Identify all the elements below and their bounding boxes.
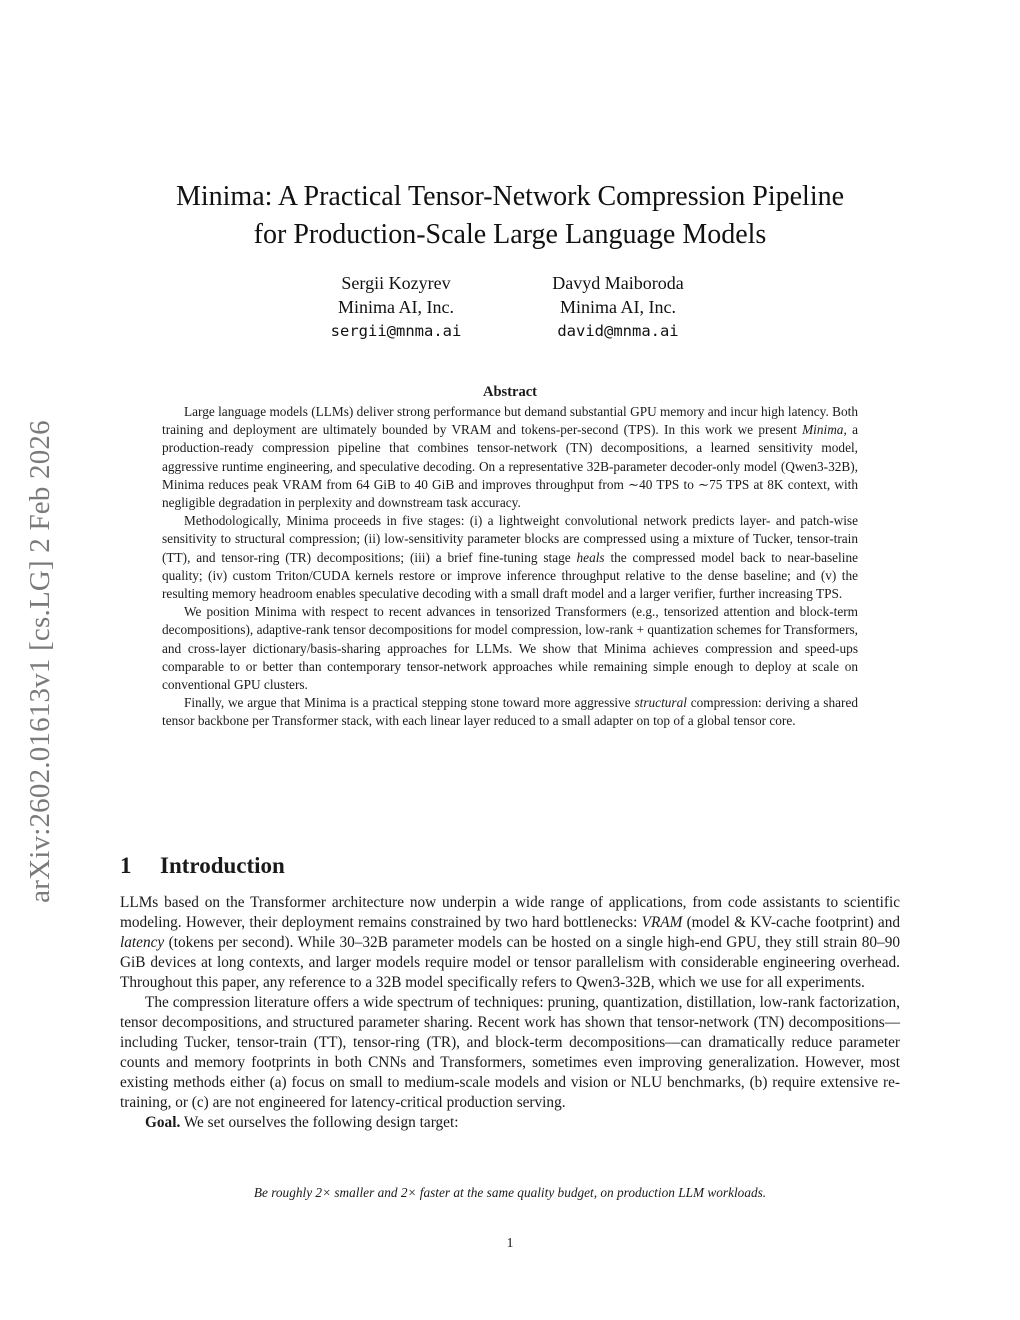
section-number: 1 bbox=[120, 853, 132, 878]
abstract-emphasis: structural bbox=[634, 695, 687, 711]
author-name: Davyd Maiboroda bbox=[552, 273, 684, 293]
author-affiliation: Minima AI, Inc. bbox=[338, 297, 454, 317]
abstract-paragraph-2 bbox=[162, 512, 858, 603]
arxiv-identifier bbox=[23, 378, 57, 944]
abstract-text: compression: deriving a shared tensor backbone per Transformer stack, with each linear layer reduced to a small adapter on top of a global tensor core. bbox=[162, 695, 858, 729]
body-emphasis: VRAM bbox=[641, 914, 683, 931]
author-name: Sergii Kozyrev bbox=[341, 273, 451, 293]
arxiv-identifier-text: arXiv:2602.01613v1 [cs.LG] 2 Feb 2026 bbox=[23, 419, 56, 903]
section-heading-introduction bbox=[120, 851, 620, 881]
abstract-emphasis: Minima bbox=[802, 422, 844, 438]
body-text: (tokens per second). While 30–32B parameter models can be hosted on a single high-end GPU, they still strain 80–90 GiB devices at long contexts, and larger models require model or tensor parallelism with considerable engineering overhead. Throughout this paper, any reference to a 32B model specifically refers to Qwen3-32B, which we use for all experiments. bbox=[120, 934, 900, 991]
body-text: LLMs based on the Transformer architecture now underpin a wide range of applications, from code assistants to scientific modeling. However, their deployment remains constrained by two hard bottlenecks: bbox=[120, 894, 900, 931]
abstract-text: the compressed model back to near-baseline quality; (iv) custom Triton/CUDA kernels restore or improve inference throughput relative to the dense baseline; and (v) the resulting memory headroom enables speculative decoding with a small draft model and a larger verifier, further increasing TPS. bbox=[162, 549, 858, 602]
abstract-paragraph-1 bbox=[162, 403, 858, 512]
abstract-emphasis: heals bbox=[576, 549, 605, 565]
paper-title bbox=[130, 178, 890, 254]
author-affiliation: Minima AI, Inc. bbox=[560, 297, 676, 317]
goal-text: We set ourselves the following design target: bbox=[180, 1114, 459, 1131]
abstract-body bbox=[162, 403, 858, 731]
author-email[interactable]: david@mnma.ai bbox=[557, 322, 679, 340]
abstract-text: Large language models (LLMs) deliver strong performance but demand substantial GPU memory and incur high latency. Both training and deployment are ultimately bounded by VRAM and tokens-per-second (TPS). In this work we present bbox=[162, 404, 858, 438]
abstract-text: Methodologically, Minima proceeds in five stages: (i) a lightweight convolutional network predicts layer- and patch-wise sensitivity to structural compression; (ii) low-sensitivity parameter blocks are compressed using a mixture of Tucker, tensor-train (TT), and tensor-ring (TR) decompositions; (iii) a brief fine-tuning stage bbox=[162, 513, 858, 565]
body-text: (model & KV-cache footprint) and bbox=[682, 914, 900, 931]
author-block-2 bbox=[518, 271, 718, 343]
abstract-heading: Abstract bbox=[483, 384, 537, 400]
abstract-text: , a production-ready compression pipeline that combines tensor-network (TN) decompositions, a learned sensitivity model, aggressive runtime engineering, and speculative decoding. On a representative 32B-parameter decoder-only model (Qwen3-32B), Minima reduces peak VRAM from 64 GiB to 40 GiB and improves throughput from ∼40 TPS to ∼75 TPS at 8K context, with negligible degradation in perplexity and downstream task accuracy. bbox=[162, 422, 858, 511]
paper-title-line-2: for Production-Scale Large Language Models bbox=[253, 219, 767, 250]
introduction-body bbox=[120, 893, 900, 1133]
abstract-paragraph-4 bbox=[162, 694, 858, 730]
page-number: 1 bbox=[506, 1236, 514, 1251]
author-email[interactable]: sergii@mnma.ai bbox=[330, 322, 462, 340]
intro-paragraph-2: The compression literature offers a wide spectrum of techniques: pruning, quantization, distillation, low-rank factorization, tensor decompositions, and structured parameter sharing. Recent work has shown that tensor-network (TN) decompositions—including Tucker, tensor-train (TT), tensor-ring (TR), and block-term decompositions—can dramatically reduce parameter counts and memory footprints in both CNNs and Transformers, sometimes even improving generalization. However, most existing methods either (a) focus on small to medium-scale models and vision or NLU benchmarks, (b) require extensive re-training, or (c) are not engineered for latency-critical production serving. bbox=[120, 994, 900, 1111]
goal-label: Goal. bbox=[145, 1114, 181, 1131]
goal-statement: Be roughly 2× smaller and 2× faster at the same quality budget, on production LLM workloads. bbox=[253, 1185, 767, 1200]
intro-goal-paragraph bbox=[120, 1113, 900, 1133]
body-emphasis: latency bbox=[120, 934, 165, 951]
paper-title-line-1: Minima: A Practical Tensor-Network Compression Pipeline bbox=[175, 181, 845, 212]
abstract-text: Finally, we argue that Minima is a practical stepping stone toward more aggressive bbox=[184, 695, 635, 711]
intro-paragraph-1 bbox=[120, 893, 900, 993]
author-block-1 bbox=[296, 271, 496, 343]
section-title: Introduction bbox=[160, 853, 285, 878]
abstract-paragraph-3: We position Minima with respect to recent advances in tensorized Transformers (e.g., tensorized attention and block-term decompositions), adaptive-rank tensor decompositions for model compression, low-rank + quantization schemes for Transformers, and cross-layer dictionary/basis-sharing approaches for LLMs. We show that Minima achieves compression and speed-ups comparable to or better than contemporary tensor-network approaches while remaining simple enough to deploy at scale on conventional GPU clusters. bbox=[162, 604, 858, 693]
